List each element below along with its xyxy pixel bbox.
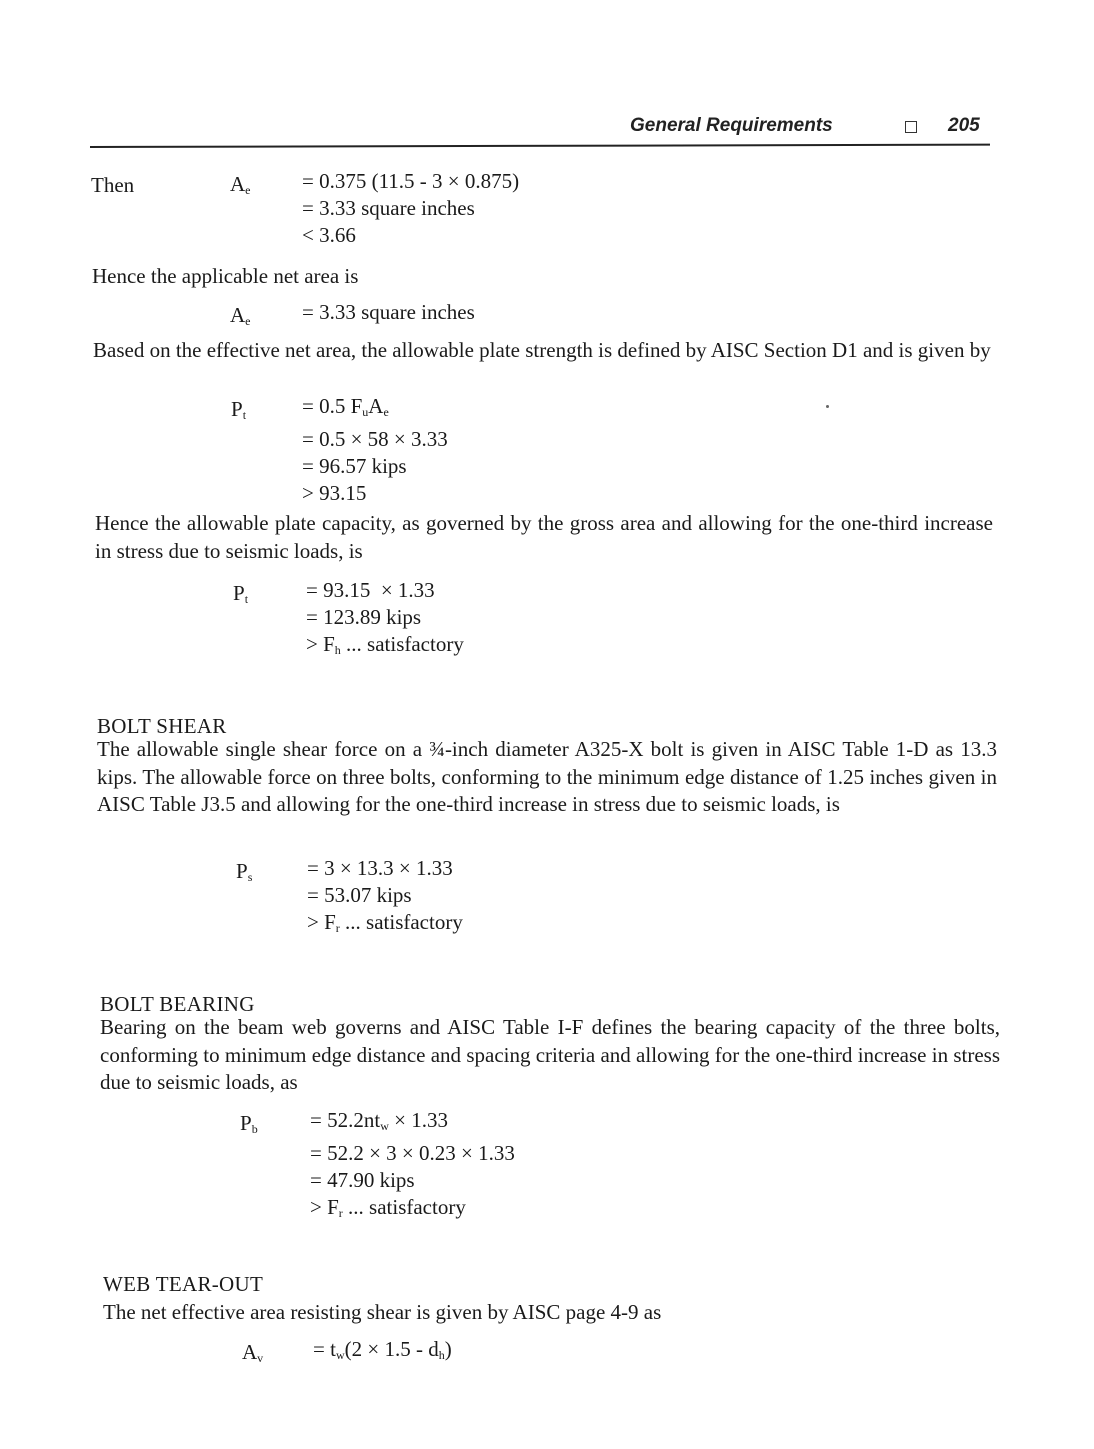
eq-line: = 0.5 × 58 × 3.33: [302, 427, 448, 451]
eq-line: = $t_w(2 \times 1.5 - d_h)$: [313, 1337, 452, 1362]
ae-final-equation: = 3.33 square inches: [302, 300, 475, 324]
eq-line: = 93.15 × 1.33: [306, 578, 435, 602]
pt-equation: [302, 393, 448, 507]
symbol-ae: $A_e$: [230, 172, 251, 197]
header-box-glyph: [905, 121, 917, 133]
header-rule: [90, 144, 990, 148]
eq-line: = 3.33 square inches: [302, 196, 475, 220]
eq-line: = $52.2nt_w \times 1.33$: [310, 1108, 448, 1133]
eq-line: = 0.5 $F_uA_e$: [302, 394, 389, 419]
ae-equation: [302, 168, 519, 249]
web-tearout-heading: WEB TEAR-OUT: [103, 1272, 264, 1296]
eq-line: = 96.57 kips: [302, 454, 407, 478]
bolt-shear-heading: BOLT SHEAR: [97, 714, 227, 738]
page-number: 205: [948, 115, 980, 136]
running-title: General Requirements: [630, 115, 833, 136]
pt2-equation: [306, 577, 464, 664]
effective-net-paragraph: Based on the effective net area, the allowable plate strength is defined by AISC Section D1 and is given by: [93, 338, 991, 362]
hence-net-area-text: Hence the applicable net area is: [92, 264, 359, 288]
symbol-pt: $P_t$: [231, 397, 247, 422]
then-label: Then: [91, 173, 135, 197]
symbol-ae-final: $A_e$: [230, 303, 251, 328]
pb-equation: [310, 1107, 515, 1227]
eq-line: = 3 × 13.3 × 1.33: [307, 856, 453, 880]
gross-area-paragraph: Hence the allowable plate capacity, as governed by the gross area and allowing for the one-third increase in stress due to seismic loads, is: [95, 511, 993, 563]
eq-line: = 53.07 kips: [307, 883, 412, 907]
bolt-bearing-heading: BOLT BEARING: [100, 992, 255, 1016]
symbol-pt-2: $P_t$: [233, 581, 249, 606]
eq-line: > $F_r$ ... satisfactory: [307, 910, 463, 935]
eq-line: > 93.15: [302, 481, 367, 505]
symbol-pb: $P_b$: [240, 1111, 258, 1136]
symbol-ps: $P_s$: [236, 859, 253, 884]
eq-line: > $F_r$ ... satisfactory: [310, 1195, 466, 1220]
eq-line: > $F_h$ ... satisfactory: [306, 632, 464, 657]
av-equation: [313, 1336, 452, 1369]
eq-line: = 0.375 (11.5 - 3 × 0.875): [302, 169, 520, 193]
bolt-bearing-paragraph: Bearing on the beam web governs and AISC Table I-F defines the bearing capacity of the three bolts, conforming to minimum edge distance and spacing criteria and allowing for the one-third increase in stress due to seismic loads, as: [100, 1015, 1000, 1094]
eq-line: < 3.66: [302, 223, 356, 247]
eq-line: = 123.89 kips: [306, 605, 422, 629]
bolt-shear-paragraph: The allowable single shear force on a ¾-inch diameter A325-X bolt is given in AISC Table 1-D as 13.3 kips. The allowable force on three bolts, conforming to the minimum edge distance of 1.25 inches given in AISC Table J3.5 and allowing for the one-third increase in stress due to seismic loads, is: [97, 737, 997, 816]
symbol-av: $A_v$: [242, 1340, 264, 1365]
web-tearout-paragraph: The net effective area resisting shear is given by AISC page 4-9 as: [103, 1300, 662, 1324]
ps-equation: [307, 855, 463, 942]
eq-line: = 52.2 × 3 × 0.23 × 1.33: [310, 1141, 515, 1165]
eq-line: = 47.90 kips: [310, 1168, 415, 1192]
stray-dot: [826, 405, 829, 408]
